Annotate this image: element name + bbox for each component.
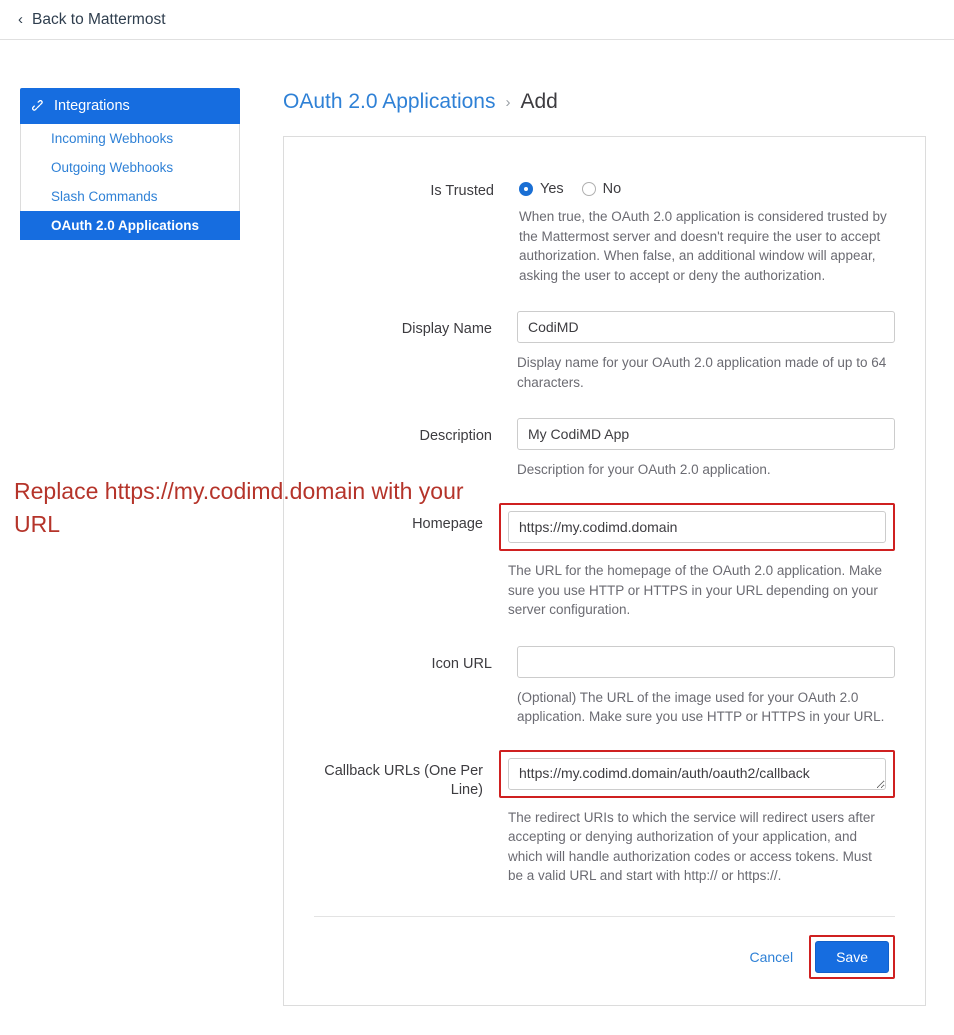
chevron-right-icon: › [505,93,511,111]
icon-url-input[interactable] [517,646,895,678]
is-trusted-help: When true, the OAuth 2.0 application is considered trusted by the Mattermost server and doesn't require the user to accept authorization. When false, an additional window will appear, asking the user to accept or deny the authorization. [519,209,887,283]
is-trusted-label: Is Trusted [430,183,494,199]
is-trusted-field [519,173,895,301]
sidebar-item-incoming-webhooks[interactable] [21,124,239,153]
homepage-input[interactable] [508,511,886,543]
description-help: Description for your OAuth 2.0 application. [517,462,771,478]
chevron-left-icon: ‹ [18,11,23,28]
radio-no-icon[interactable] [582,182,596,196]
sidebar-item-slash-commands[interactable] [21,182,239,211]
homepage-help: The URL for the homepage of the OAuth 2.0 application. Make sure you use HTTP or HTTPS in your URL depending on your server configuration. [508,562,882,618]
sidebar-item-label: Slash Commands [51,189,158,204]
link-icon [32,100,45,113]
field-row-callback-urls [314,743,895,902]
field-row-is-trusted [314,163,895,301]
cancel-button[interactable]: Cancel [739,943,803,971]
oauth-app-form-card [283,136,926,1006]
sidebar-item-label: Outgoing Webhooks [51,160,174,175]
is-trusted-radio-group[interactable] [519,173,895,197]
sidebar-item-label: Incoming Webhooks [51,131,174,146]
callback-urls-textarea[interactable] [508,758,886,790]
icon-url-label: Icon URL [431,655,492,672]
breadcrumb-current: Add [520,90,558,113]
sidebar-list [20,124,240,240]
callback-urls-highlight-box [499,750,895,798]
breadcrumb-parent-link[interactable]: OAuth 2.0 Applications [283,90,496,113]
sidebar-item-oauth-applications[interactable] [20,211,240,240]
homepage-field [508,506,895,636]
radio-yes-icon[interactable] [519,182,533,196]
icon-url-help: (Optional) The URL of the image used for your OAuth 2.0 application. Make sure you use HTTP or HTTPS in your URL. [517,689,885,725]
display-name-field [517,311,895,408]
breadcrumb [283,90,928,114]
radio-no-label: No [602,181,622,197]
callback-urls-help: The redirect URIs to which the service will redirect users after accepting or denying authorization of your application, and which will handle authorization codes or access tokens. Must be a valid URL and start with http:// or https://. [508,809,875,884]
field-row-display-name [314,301,895,408]
description-label: Description [419,428,492,445]
main-content [283,88,928,1006]
is-trusted-option-yes[interactable] [519,181,564,197]
homepage-label: Homepage [412,515,483,532]
display-name-input[interactable] [517,311,895,343]
back-to-mattermost-link[interactable]: Back to Mattermost [32,10,166,28]
display-name-help: Display name for your OAuth 2.0 application made of up to 64 characters. [517,355,887,390]
sidebar-item-label: OAuth 2.0 Applications [51,218,200,233]
display-name-label: Display Name [401,321,492,338]
icon-url-field [517,646,895,743]
callback-urls-field [508,753,895,902]
is-trusted-option-no[interactable] [582,181,622,197]
integrations-sidebar [20,88,240,1006]
field-row-icon-url [314,636,895,743]
sidebar-header-label: Integrations [54,98,130,114]
radio-yes-label: Yes [540,181,564,197]
annotation-text: Replace https://my.codimd.domain with your URL [14,478,464,537]
sidebar-header [20,88,240,124]
description-field [517,418,895,496]
form-actions [314,917,895,995]
callback-urls-label: Callback URLs (One Per Line) [324,762,483,799]
homepage-highlight-box [499,503,895,551]
sidebar-item-outgoing-webhooks[interactable] [21,153,239,182]
save-button[interactable]: Save [815,941,889,973]
back-bar[interactable] [0,0,954,40]
description-input[interactable] [517,418,895,450]
save-highlight-box [809,935,895,979]
